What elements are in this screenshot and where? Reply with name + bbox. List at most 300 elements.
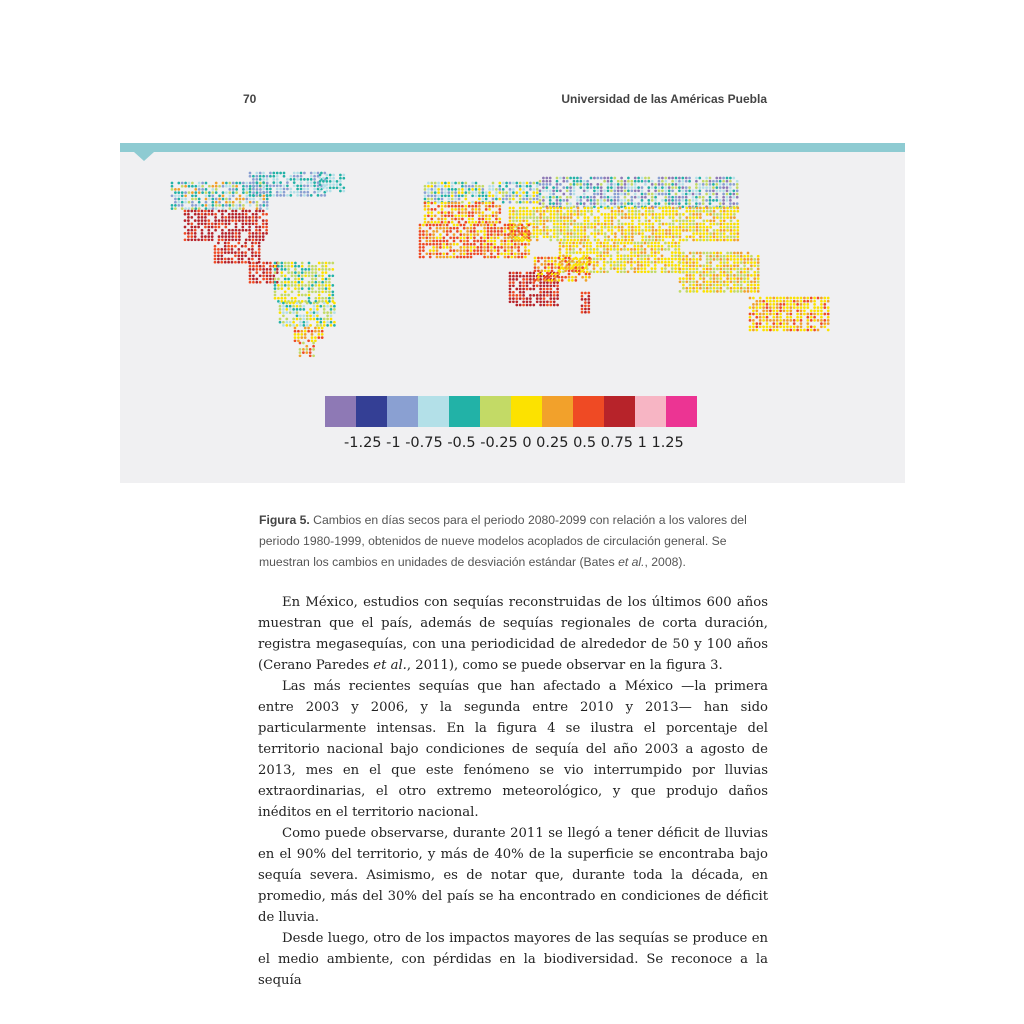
map-dot xyxy=(537,266,540,269)
map-dot xyxy=(594,219,597,222)
map-dot xyxy=(537,273,540,276)
map-dot xyxy=(726,258,729,261)
map-dot xyxy=(696,261,699,264)
map-dot xyxy=(630,248,633,251)
map-dot xyxy=(311,278,314,281)
map-dot xyxy=(662,239,665,242)
map-dot xyxy=(451,208,454,211)
map-dot xyxy=(437,198,440,201)
map-dot xyxy=(532,294,535,297)
map-dot xyxy=(461,191,464,194)
map-dot xyxy=(628,235,631,238)
map-dot xyxy=(610,177,613,180)
map-dot xyxy=(647,202,650,205)
map-dot xyxy=(587,295,590,298)
map-dot xyxy=(333,302,336,305)
map-dot xyxy=(637,186,640,189)
map-dot xyxy=(453,233,456,236)
map-dot xyxy=(232,207,235,210)
map-dot xyxy=(510,236,513,239)
map-dot xyxy=(681,186,684,189)
map-dot xyxy=(733,226,736,229)
map-dot xyxy=(581,266,584,269)
map-dot xyxy=(323,172,326,175)
map-dot xyxy=(187,222,190,225)
map-dot xyxy=(823,313,826,316)
map-dot xyxy=(637,189,640,192)
map-dot xyxy=(685,280,688,283)
map-dot xyxy=(719,210,722,213)
map-dot xyxy=(291,262,294,265)
map-dot xyxy=(325,278,328,281)
map-dot xyxy=(276,181,279,184)
map-dot xyxy=(793,322,796,325)
map-dot xyxy=(293,181,296,184)
map-dot xyxy=(716,264,719,267)
map-dot xyxy=(211,188,214,191)
map-dot xyxy=(600,202,603,205)
map-dot xyxy=(689,229,692,232)
map-dot xyxy=(190,210,193,213)
map-dot xyxy=(432,243,435,246)
map-dot xyxy=(265,213,268,216)
map-dot xyxy=(227,258,230,261)
map-dot xyxy=(211,232,214,235)
map-dot xyxy=(296,314,299,317)
map-dot xyxy=(217,258,220,261)
map-dot xyxy=(331,297,334,300)
map-dot xyxy=(583,219,586,222)
map-dot xyxy=(493,233,496,236)
map-dot xyxy=(174,188,177,191)
map-dot xyxy=(522,284,525,287)
map-dot xyxy=(536,216,539,219)
map-dot xyxy=(466,256,469,259)
map-dot xyxy=(776,300,779,303)
map-dot xyxy=(596,248,599,251)
map-dot xyxy=(553,300,556,303)
map-dot xyxy=(453,252,456,255)
map-dot xyxy=(475,185,478,188)
map-dot xyxy=(549,183,552,186)
map-dot xyxy=(578,266,581,269)
map-dot xyxy=(806,303,809,306)
map-dot xyxy=(624,186,627,189)
map-dot xyxy=(201,188,204,191)
map-dot xyxy=(447,185,450,188)
map-dot xyxy=(461,194,464,197)
map-dot xyxy=(682,277,685,280)
map-dot xyxy=(427,198,430,201)
map-dot xyxy=(645,235,648,238)
map-dot xyxy=(201,191,204,194)
map-dot xyxy=(569,242,572,245)
map-dot xyxy=(459,224,462,227)
map-dot xyxy=(559,177,562,180)
map-dot xyxy=(487,246,490,249)
map-dot xyxy=(458,191,461,194)
map-dot xyxy=(549,189,552,192)
map-dot xyxy=(610,180,613,183)
caption-label: Figura 5. xyxy=(259,513,310,527)
map-dot xyxy=(624,183,627,186)
map-dot xyxy=(241,219,244,222)
map-dot xyxy=(713,219,716,222)
map-dot xyxy=(466,249,469,252)
map-dot xyxy=(713,274,716,277)
map-dot xyxy=(662,229,665,232)
map-dot xyxy=(587,226,590,229)
map-dot xyxy=(769,300,772,303)
map-dot xyxy=(266,175,269,178)
map-dot xyxy=(510,227,513,230)
map-dot xyxy=(695,196,698,199)
map-dot xyxy=(266,178,269,181)
map-dot xyxy=(227,251,230,254)
map-dot xyxy=(757,268,760,271)
map-dot xyxy=(641,202,644,205)
map-dot xyxy=(289,175,292,178)
map-dot xyxy=(515,191,518,194)
map-dot xyxy=(181,185,184,188)
map-dot xyxy=(772,316,775,319)
map-dot xyxy=(779,313,782,316)
map-dot xyxy=(242,204,245,207)
map-dot xyxy=(221,232,224,235)
map-dot xyxy=(723,213,726,216)
map-dot xyxy=(303,172,306,175)
map-dot xyxy=(654,267,657,270)
map-dot xyxy=(753,287,756,290)
paragraph xyxy=(258,592,768,676)
map-dot xyxy=(689,258,692,261)
map-dot xyxy=(314,278,317,281)
map-dot xyxy=(234,254,237,257)
map-dot xyxy=(597,229,600,232)
map-dot xyxy=(218,210,221,213)
map-dot xyxy=(318,297,321,300)
map-dot xyxy=(321,268,324,271)
map-dot xyxy=(422,233,425,236)
map-dot xyxy=(527,233,530,236)
map-dot xyxy=(329,186,332,189)
map-dot xyxy=(627,270,630,273)
map-dot xyxy=(201,182,204,185)
map-dot xyxy=(594,216,597,219)
map-dot xyxy=(762,316,765,319)
map-dot xyxy=(470,243,473,246)
map-dot xyxy=(668,183,671,186)
map-dot xyxy=(504,227,507,230)
map-dot xyxy=(262,175,265,178)
map-dot xyxy=(610,202,613,205)
map-dot xyxy=(793,319,796,322)
map-dot xyxy=(623,270,626,273)
map-dot xyxy=(329,190,332,193)
map-dot xyxy=(532,213,535,216)
map-dot xyxy=(562,180,565,183)
map-dot xyxy=(549,210,552,213)
map-dot xyxy=(532,229,535,232)
map-dot xyxy=(726,213,729,216)
map-dot xyxy=(827,329,830,332)
map-dot xyxy=(627,186,630,189)
map-dot xyxy=(644,242,647,245)
map-dot xyxy=(617,186,620,189)
map-dot xyxy=(564,276,567,279)
map-dot xyxy=(573,235,576,238)
map-dot xyxy=(252,175,255,178)
map-dot xyxy=(820,303,823,306)
map-dot xyxy=(583,213,586,216)
map-dot xyxy=(553,213,556,216)
map-dot xyxy=(624,229,627,232)
map-dot xyxy=(228,194,231,197)
map-dot xyxy=(730,287,733,290)
map-dot xyxy=(651,193,654,196)
map-dot xyxy=(709,232,712,235)
map-dot xyxy=(557,279,560,282)
map-dot xyxy=(723,258,726,261)
map-dot xyxy=(441,211,444,214)
map-dot xyxy=(526,297,529,300)
map-dot xyxy=(248,219,251,222)
map-dot xyxy=(459,252,462,255)
map-dot xyxy=(299,318,302,321)
map-dot xyxy=(519,275,522,278)
map-dot xyxy=(427,214,430,217)
map-dot xyxy=(495,188,498,191)
map-dot xyxy=(232,191,235,194)
map-dot xyxy=(214,229,217,232)
map-dot xyxy=(211,204,214,207)
map-dot xyxy=(580,210,583,213)
map-dot xyxy=(522,210,525,213)
map-dot xyxy=(766,306,769,309)
map-dot xyxy=(529,278,532,281)
map-dot xyxy=(194,238,197,241)
map-dot xyxy=(208,204,211,207)
map-dot xyxy=(556,183,559,186)
map-dot xyxy=(422,243,425,246)
map-dot xyxy=(339,183,342,186)
map-dot xyxy=(800,316,803,319)
map-dot xyxy=(207,222,210,225)
map-dot xyxy=(578,269,581,272)
map-dot xyxy=(507,236,510,239)
map-dot xyxy=(549,213,552,216)
map-dot xyxy=(319,321,322,324)
map-dot xyxy=(283,175,286,178)
map-dot xyxy=(279,191,282,194)
map-dot xyxy=(583,189,586,192)
map-dot xyxy=(318,262,321,265)
map-dot xyxy=(827,297,830,300)
map-dot xyxy=(490,230,493,233)
map-dot xyxy=(308,271,311,274)
map-dot xyxy=(214,254,217,257)
map-dot xyxy=(789,319,792,322)
map-dot xyxy=(672,232,675,235)
map-dot xyxy=(715,199,718,202)
map-dot xyxy=(668,223,671,226)
map-dot xyxy=(475,188,478,191)
map-dot xyxy=(330,318,333,321)
map-dot xyxy=(522,294,525,297)
map-dot xyxy=(709,213,712,216)
map-dot xyxy=(294,297,297,300)
map-dot xyxy=(772,300,775,303)
map-dot xyxy=(461,211,464,214)
map-dot xyxy=(211,191,214,194)
map-dot xyxy=(658,229,661,232)
map-dot xyxy=(655,232,658,235)
map-dot xyxy=(282,324,285,327)
map-dot xyxy=(613,267,616,270)
map-dot xyxy=(425,224,428,227)
map-dot xyxy=(190,232,193,235)
map-dot xyxy=(454,182,457,185)
map-dot xyxy=(232,194,235,197)
map-dot xyxy=(584,311,587,314)
map-dot xyxy=(820,297,823,300)
map-dot xyxy=(481,221,484,224)
map-dot xyxy=(258,229,261,232)
map-dot xyxy=(476,224,479,227)
map-dot xyxy=(613,183,616,186)
map-dot xyxy=(665,223,668,226)
map-dot xyxy=(685,261,688,264)
map-dot xyxy=(249,185,252,188)
map-dot xyxy=(241,229,244,232)
map-dot xyxy=(311,333,314,336)
map-dot xyxy=(585,279,588,282)
map-dot xyxy=(581,269,584,272)
map-dot xyxy=(249,274,252,277)
map-dot xyxy=(505,198,508,201)
map-dot xyxy=(606,254,609,257)
map-dot xyxy=(277,278,280,281)
map-dot xyxy=(702,264,705,267)
map-dot xyxy=(719,235,722,238)
map-dot xyxy=(522,288,525,291)
map-dot xyxy=(255,262,258,265)
map-dot xyxy=(671,189,674,192)
map-dot xyxy=(685,186,688,189)
map-dot xyxy=(560,210,563,213)
map-dot xyxy=(755,303,758,306)
map-dot xyxy=(607,189,610,192)
map-dot xyxy=(573,213,576,216)
map-dot xyxy=(554,273,557,276)
map-dot xyxy=(620,199,623,202)
map-dot xyxy=(651,216,654,219)
map-dot xyxy=(454,208,457,211)
map-dot xyxy=(237,258,240,261)
map-dot xyxy=(679,258,682,261)
map-dot xyxy=(249,262,252,265)
map-dot xyxy=(310,184,313,187)
map-dot xyxy=(231,213,234,216)
map-dot xyxy=(519,210,522,213)
map-dot xyxy=(317,333,320,336)
map-dot xyxy=(621,216,624,219)
map-dot xyxy=(536,191,539,194)
map-dot xyxy=(610,261,613,264)
map-dot xyxy=(191,182,194,185)
map-dot xyxy=(527,240,530,243)
map-dot xyxy=(668,207,671,210)
map-dot xyxy=(556,288,559,291)
map-dot xyxy=(630,261,633,264)
map-dot xyxy=(235,210,238,213)
map-dot xyxy=(616,267,619,270)
map-dot xyxy=(424,208,427,211)
map-dot xyxy=(540,269,543,272)
map-dot xyxy=(542,189,545,192)
map-dot xyxy=(509,182,512,185)
map-dot xyxy=(297,284,300,287)
map-dot xyxy=(543,297,546,300)
map-dot xyxy=(430,191,433,194)
map-dot xyxy=(252,216,255,219)
map-dot xyxy=(607,219,610,222)
map-dot xyxy=(519,297,522,300)
map-dot xyxy=(459,249,462,252)
map-dot xyxy=(740,280,743,283)
map-dot xyxy=(441,188,444,191)
map-dot xyxy=(733,280,736,283)
map-dot xyxy=(235,185,238,188)
map-dot xyxy=(512,272,515,275)
map-dot xyxy=(624,216,627,219)
map-dot xyxy=(430,202,433,205)
map-dot xyxy=(692,216,695,219)
map-dot xyxy=(304,284,307,287)
map-dot xyxy=(586,186,589,189)
map-dot xyxy=(638,213,641,216)
legend-swatch xyxy=(449,396,480,427)
map-dot xyxy=(682,219,685,222)
map-dot xyxy=(736,189,739,192)
map-dot xyxy=(432,249,435,252)
map-dot xyxy=(661,199,664,202)
map-dot xyxy=(252,219,255,222)
map-dot xyxy=(786,322,789,325)
map-dot xyxy=(730,264,733,267)
map-dot xyxy=(504,249,507,252)
map-dot xyxy=(587,219,590,222)
map-dot xyxy=(583,202,586,205)
map-dot xyxy=(577,239,580,242)
map-dot xyxy=(228,204,231,207)
map-dot xyxy=(227,261,230,264)
map-dot xyxy=(729,186,732,189)
map-dot xyxy=(220,261,223,264)
map-dot xyxy=(563,232,566,235)
map-dot xyxy=(733,232,736,235)
map-dot xyxy=(702,232,705,235)
map-dot xyxy=(645,229,648,232)
map-dot xyxy=(616,242,619,245)
map-dot xyxy=(743,287,746,290)
map-dot xyxy=(228,238,231,241)
map-dot xyxy=(613,186,616,189)
map-dot xyxy=(481,194,484,197)
map-dot xyxy=(329,180,332,183)
map-dot xyxy=(667,248,670,251)
map-dot xyxy=(317,327,320,330)
